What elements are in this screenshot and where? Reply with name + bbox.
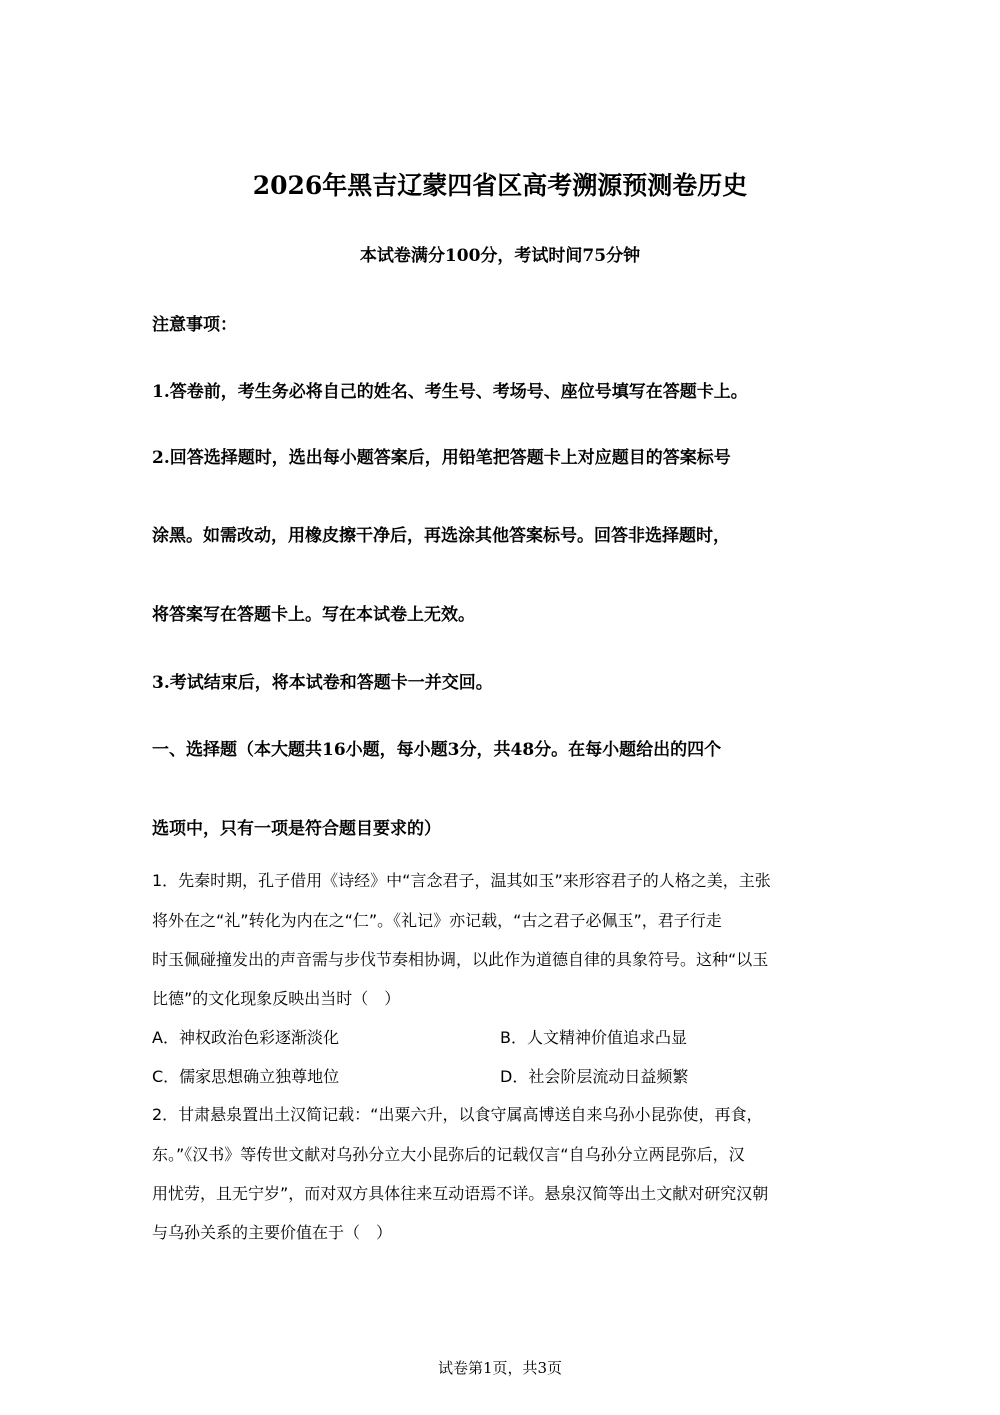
question-1-line-3: 时玉佩碰撞发出的声音需与步伐节奏相协调，以此作为道德自律的具象符号。这种“以玉 bbox=[152, 950, 769, 969]
question-1-option-b: B．人文精神价值追求凸显 bbox=[500, 1028, 687, 1047]
question-1-line-4: 比德”的文化现象反映出当时（ ） bbox=[152, 989, 401, 1008]
page-footer: 试卷第1页，共3页 bbox=[437, 1359, 563, 1377]
notice-item-2-line-3: 将答案写在答题卡上。写在本试卷上无效。 bbox=[152, 605, 475, 625]
question-1-option-c: C．儒家思想确立独尊地位 bbox=[152, 1067, 340, 1086]
question-2-line-1: 2．甘肃悬泉置出土汉简记载：“出粟六升，以食守属高博送自来乌孙小昆弥使，再食， bbox=[152, 1105, 763, 1124]
section-heading-line-2: 选项中，只有一项是符合题目要求的） bbox=[152, 819, 441, 839]
notice-item-2-line-2: 涂黑。如需改动，用橡皮擦干净后，再选涂其他答案标号。回答非选择题时， bbox=[152, 526, 730, 546]
notice-item-2-line-1: 2.回答选择题时，选出每小题答案后，用铅笔把答题卡上对应题目的答案标号 bbox=[152, 448, 731, 468]
question-2-line-3: 用忧劳，且无宁岁”，而对双方具体往来互动语焉不详。悬泉汉简等出土文献对研究汉朝 bbox=[152, 1184, 769, 1203]
section-heading-line-1: 一、选择题（本大题共16小题，每小题3分，共48分。在每小题给出的四个 bbox=[152, 740, 722, 760]
question-2-line-2: 东。”《汉书》等传世文献对乌孙分立大小昆弥后的记载仅言“自乌孙分立两昆弥后，汉 bbox=[152, 1145, 745, 1164]
question-1-option-a: A．神权政治色彩逐渐淡化 bbox=[152, 1028, 339, 1047]
question-1-line-1: 1．先秦时期，孔子借用《诗经》中“言念君子，温其如玉”来形容君子的人格之美，主张 bbox=[152, 871, 771, 890]
question-1-option-d: D．社会阶层流动日益频繁 bbox=[500, 1067, 689, 1086]
notice-heading: 注意事项： bbox=[152, 315, 237, 335]
question-2-line-4: 与乌孙关系的主要价值在于（ ） bbox=[152, 1223, 393, 1242]
question-1-line-2: 将外在之“礼”转化为内在之“仁”。《礼记》亦记载，“古之君子必佩玉”，君子行走 bbox=[152, 911, 722, 930]
exam-info: 本试卷满分100分，考试时间75分钟 bbox=[359, 246, 641, 266]
page-title: 2026年黑吉辽蒙四省区高考溯源预测卷历史 bbox=[252, 171, 748, 200]
notice-item-1: 1.答卷前，考生务必将自己的姓名、考生号、考场号、座位号填写在答题卡上。 bbox=[152, 382, 748, 402]
notice-item-3: 3.考试结束后，将本试卷和答题卡一并交回。 bbox=[152, 673, 493, 693]
